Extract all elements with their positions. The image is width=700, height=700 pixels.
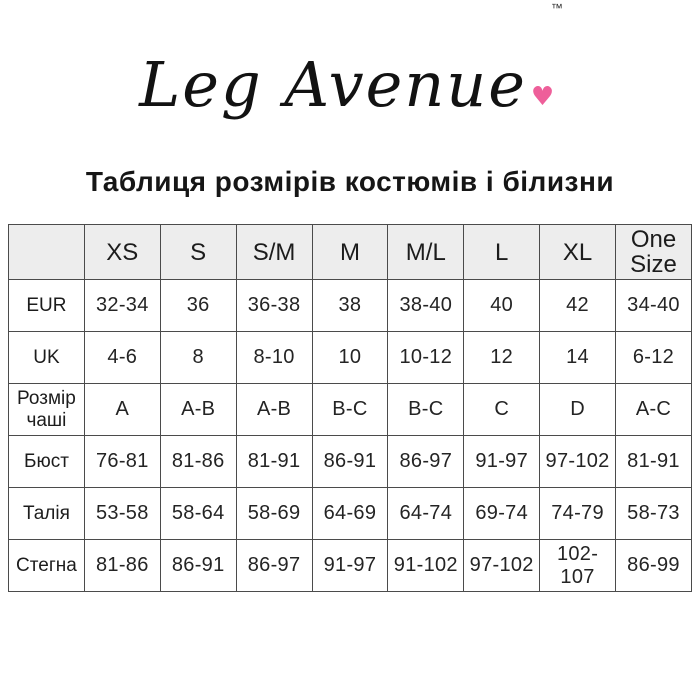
cell-bust-ml: 86-97 xyxy=(388,436,464,488)
size-table xyxy=(8,224,692,592)
cell-eur-s: 36 xyxy=(160,280,236,332)
table-row-bust xyxy=(9,436,692,488)
cell-bust-xs: 76-81 xyxy=(84,436,160,488)
cell-hips-xl: 102-107 xyxy=(540,540,616,592)
cell-waist-xs: 53-58 xyxy=(84,488,160,540)
table-row-eur xyxy=(9,280,692,332)
cell-hips-m: 91-97 xyxy=(312,540,388,592)
cell-cup-onesize: A-C xyxy=(616,384,692,436)
row-label-bust: Бюст xyxy=(9,436,85,488)
cell-bust-l: 91-97 xyxy=(464,436,540,488)
table-row-hips xyxy=(9,540,692,592)
size-table-header xyxy=(9,225,692,280)
cell-waist-sm: 58-69 xyxy=(236,488,312,540)
table-row-uk xyxy=(9,332,692,384)
cell-eur-l: 40 xyxy=(464,280,540,332)
cell-hips-ml: 91-102 xyxy=(388,540,464,592)
row-label-uk: UK xyxy=(9,332,85,384)
cell-bust-m: 86-91 xyxy=(312,436,388,488)
cell-waist-onesize: 58-73 xyxy=(616,488,692,540)
cell-waist-s: 58-64 xyxy=(160,488,236,540)
cell-eur-xs: 32-34 xyxy=(84,280,160,332)
row-label-cup: Розмір чаші xyxy=(9,384,85,436)
header-cell-xl: XL xyxy=(540,225,616,280)
cell-uk-l: 12 xyxy=(464,332,540,384)
cell-bust-sm: 81-91 xyxy=(236,436,312,488)
header-row xyxy=(9,225,692,280)
header-cell-l: L xyxy=(464,225,540,280)
header-cell-xs: XS xyxy=(84,225,160,280)
cell-uk-xs: 4-6 xyxy=(84,332,160,384)
row-label-hips: Стегна xyxy=(9,540,85,592)
cell-waist-ml: 64-74 xyxy=(388,488,464,540)
cell-eur-xl: 42 xyxy=(540,280,616,332)
heart-icon: ♥ xyxy=(530,82,555,112)
trademark-symbol: ™ xyxy=(550,1,563,15)
cell-uk-xl: 14 xyxy=(540,332,616,384)
cell-hips-onesize: 86-99 xyxy=(616,540,692,592)
cell-cup-sm: A-B xyxy=(236,384,312,436)
cell-cup-ml: B-C xyxy=(388,384,464,436)
cell-bust-xl: 97-102 xyxy=(540,436,616,488)
header-cell-onesize: One Size xyxy=(616,225,692,280)
cell-cup-l: C xyxy=(464,384,540,436)
cell-uk-ml: 10-12 xyxy=(388,332,464,384)
brand-logo-text: Leg Avenue xyxy=(139,48,527,121)
cell-waist-l: 69-74 xyxy=(464,488,540,540)
cell-hips-s: 86-91 xyxy=(160,540,236,592)
cell-eur-m: 38 xyxy=(312,280,388,332)
cell-uk-onesize: 6-12 xyxy=(616,332,692,384)
brand-logo-mark xyxy=(527,1,563,112)
cell-bust-onesize: 81-91 xyxy=(616,436,692,488)
cell-bust-s: 81-86 xyxy=(160,436,236,488)
cell-uk-sm: 8-10 xyxy=(236,332,312,384)
row-label-eur: EUR xyxy=(9,280,85,332)
header-cell-s: S xyxy=(160,225,236,280)
cell-cup-xl: D xyxy=(540,384,616,436)
size-table-body xyxy=(9,280,692,592)
cell-cup-s: A-B xyxy=(160,384,236,436)
cell-uk-s: 8 xyxy=(160,332,236,384)
cell-waist-m: 64-69 xyxy=(312,488,388,540)
cell-uk-m: 10 xyxy=(312,332,388,384)
brand-logo xyxy=(0,1,700,140)
cell-waist-xl: 74-79 xyxy=(540,488,616,540)
cell-hips-l: 97-102 xyxy=(464,540,540,592)
cell-eur-sm: 36-38 xyxy=(236,280,312,332)
header-cell-m: M xyxy=(312,225,388,280)
header-cell-ml: M/L xyxy=(388,225,464,280)
page-title: Таблиця розмірів костюмів і білизни xyxy=(85,166,615,197)
table-row-waist xyxy=(9,488,692,540)
cell-hips-sm: 86-97 xyxy=(236,540,312,592)
cell-hips-xs: 81-86 xyxy=(84,540,160,592)
table-row-cup xyxy=(9,384,692,436)
header-cell-sm: S/M xyxy=(236,225,312,280)
cell-cup-m: B-C xyxy=(312,384,388,436)
cell-eur-ml: 38-40 xyxy=(388,280,464,332)
header-cell-empty xyxy=(9,225,85,280)
cell-cup-xs: A xyxy=(84,384,160,436)
cell-eur-onesize: 34-40 xyxy=(616,280,692,332)
row-label-waist: Талія xyxy=(9,488,85,540)
